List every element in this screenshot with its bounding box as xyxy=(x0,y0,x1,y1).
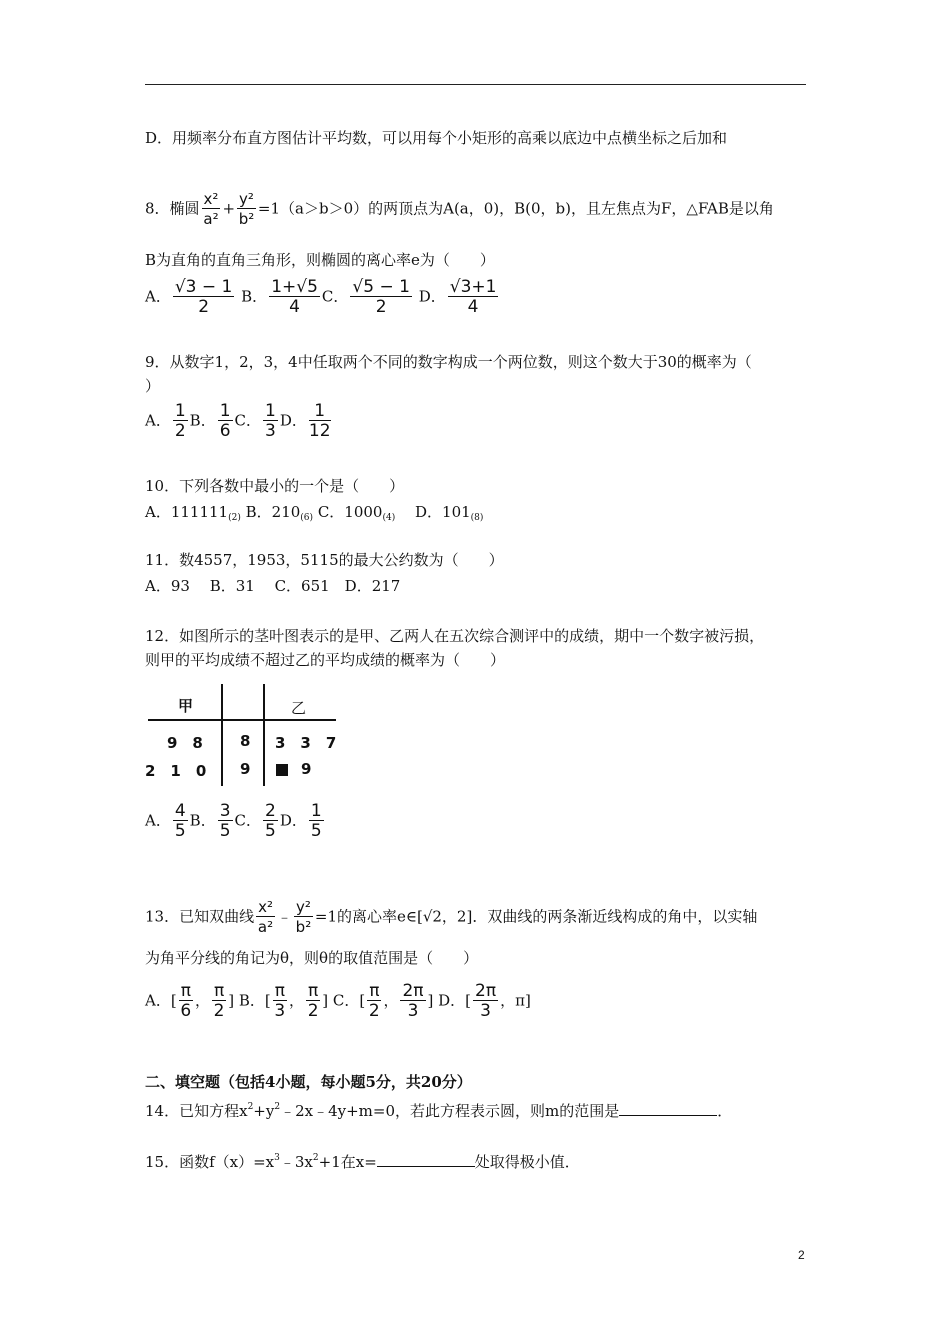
q14: 14．已知方程$x^2+y^2﹣2x﹣4y+m=0$，若此方程表示圆，则m的范围是 ． xyxy=(145,1102,733,1120)
q9-line2: ） xyxy=(145,377,161,395)
stem-row2-left: 2 1 0 xyxy=(145,762,207,780)
q9-answer-a: $\frac{1}{2}$ xyxy=(174,401,186,441)
q8-fraction-y: $\frac{\text{y²}}{\text{b²}}$ xyxy=(238,190,255,228)
q9-answer-c: $\frac{1}{3}$ xyxy=(265,401,276,441)
q9-options: A． $\frac{1}{2}$ B． $\frac{1}{6}$ C． $\frac{1}{3}$ D． $\frac{1}{12}$ xyxy=(145,401,331,441)
stem-row1-right: 3 3 7 xyxy=(275,734,337,752)
stem-header-yi: 乙 xyxy=(291,699,307,717)
q9-answer-d: $\frac{1}{12}$ xyxy=(308,401,331,441)
q13-fraction-x: $\frac{\text{x²}}{\text{a²}}$ xyxy=(257,898,274,936)
q12-options: A． $\frac{4}{5}$ B． $\frac{3}{5}$ C． $\frac{2}{5}$ D． $\frac{1}{5}$ xyxy=(145,801,322,841)
q11-line1: 11．数4557，1953，5115的最大公约数为（ ） xyxy=(145,551,504,569)
q8-eq-suffix: =1（a＞b＞0）的两顶点为A(a，0)，B(0，b)，且左焦点为F，△FAB是以角 xyxy=(257,199,774,218)
q13-fraction-y: $\frac{\text{y²}}{\text{b²}}$ xyxy=(295,898,312,936)
stem-header-jia: 甲 xyxy=(178,697,194,715)
smudged-digit-block xyxy=(276,764,288,776)
stem-divider-right xyxy=(263,684,265,786)
q12-answer-d: $\frac{1}{5}$ xyxy=(310,801,322,841)
q8-prefix: 8．椭圆 xyxy=(145,199,200,218)
q8-stem: 8．椭圆 $\frac{\text{x²}}{\text{a²}}$ + $\frac{\text{y²}}{\text{b²}}$ =1（a＞b＞0）的两顶点为A(a，0)，B(0，b)，且左焦点为F，△FAB是以角 xyxy=(145,190,774,228)
q14-answer-blank[interactable] xyxy=(619,1101,717,1116)
q8-answer-c: $\frac{√5 - 1}{2}$ xyxy=(352,277,410,317)
stem-row2-right: 9 xyxy=(301,760,312,778)
q11-options: A．93 B．31 C．651 D．217 xyxy=(145,577,401,595)
stem-row1-stem: 8 xyxy=(240,732,251,750)
section-heading: 二、填空题（包括4小题，每小题5分，共20分） xyxy=(145,1073,472,1091)
q8-answer-a: $\frac{√3 - 1}{2}$ xyxy=(174,277,233,317)
stem-header-rule xyxy=(148,719,336,721)
stem-row2-stem: 9 xyxy=(240,760,251,778)
q13-stem: 13．已知双曲线 $\frac{\text{x²}}{\text{a²}}$ ﹣ $\frac{\text{y²}}{\text{b²}}$ =1的离心率e∈[√2，2]．双曲线的两条渐近线构成的角中，以实轴 xyxy=(145,898,758,936)
q7-option-d: D．用频率分布直方图估计平均数，可以用每个小矩形的高乘以底边中点横坐标之后加和 xyxy=(145,129,728,147)
q10-line1: 10．下列各数中最小的一个是（ ） xyxy=(145,477,405,495)
q8-line2: B为直角的直角三角形，则椭圆的离心率e为（ ） xyxy=(145,251,495,269)
q12-line1: 12．如图所示的茎叶图表示的是甲、乙两人在五次综合测评中的成绩，期中一个数字被污损， xyxy=(145,627,765,645)
q8-options: A． $\frac{√3 - 1}{2}$ B． $\frac{1+√5}{4}$ C． $\frac{√5 - 1}{2}$ D． $\frac{√3+1}{4}$ xyxy=(145,277,497,317)
q9-line1: 9．从数字1，2，3，4中任取两个不同的数字构成一个两位数，则这个数大于30的概率为（ xyxy=(145,353,752,371)
stem-divider-left xyxy=(221,684,223,786)
q12-line2: 则甲的平均成绩不超过乙的平均成绩的概率为（ ） xyxy=(145,651,506,669)
q12-answer-b: $\frac{3}{5}$ xyxy=(219,801,231,841)
q12-answer-a: $\frac{4}{5}$ xyxy=(174,801,186,841)
q8-answer-d: $\frac{√3+1}{4}$ xyxy=(449,277,497,317)
stem-row1-left: 9 8 xyxy=(167,734,203,752)
q8-answer-b: $\frac{1+√5}{4}$ xyxy=(271,277,318,317)
q15-answer-blank[interactable] xyxy=(377,1152,475,1167)
stem-leaf-plot xyxy=(145,684,345,786)
q10-options: A．$111111_{(2)}$ B．$210_{(6)}$ C．$1000_{(4)}$ D．$101_{(8)}$ xyxy=(145,503,484,523)
q13-options: A．[ $\frac{\pi}{6}$ ， $\frac{\pi}{2}$ ] B．[ $\frac{\pi}{3}$ ， $\frac{\pi}{2}$ ] C．[ $\frac{\pi}{2}$ ， $\frac{2\pi}{3}$ ] D．[ $\frac{2\pi}{3}$ ，π] xyxy=(145,981,531,1021)
q13-eq-suffix: =1的离心率e∈[√2，2]．双曲线的两条渐近线构成的角中，以实轴 xyxy=(314,907,758,926)
q8-fraction-x: $\frac{\text{x²}}{\text{a²}}$ xyxy=(203,190,219,228)
q12-answer-c: $\frac{2}{5}$ xyxy=(265,801,276,841)
header-rule xyxy=(145,84,806,85)
page-number: 2 xyxy=(798,1248,805,1262)
q15: 15．函数$f(x)=x^3﹣3x^2+1$在x= 处取得极小值． xyxy=(145,1153,580,1171)
q13-line2: 为角平分线的角记为θ，则θ的取值范围是（ ） xyxy=(145,949,479,967)
q9-answer-b: $\frac{1}{6}$ xyxy=(219,401,231,441)
